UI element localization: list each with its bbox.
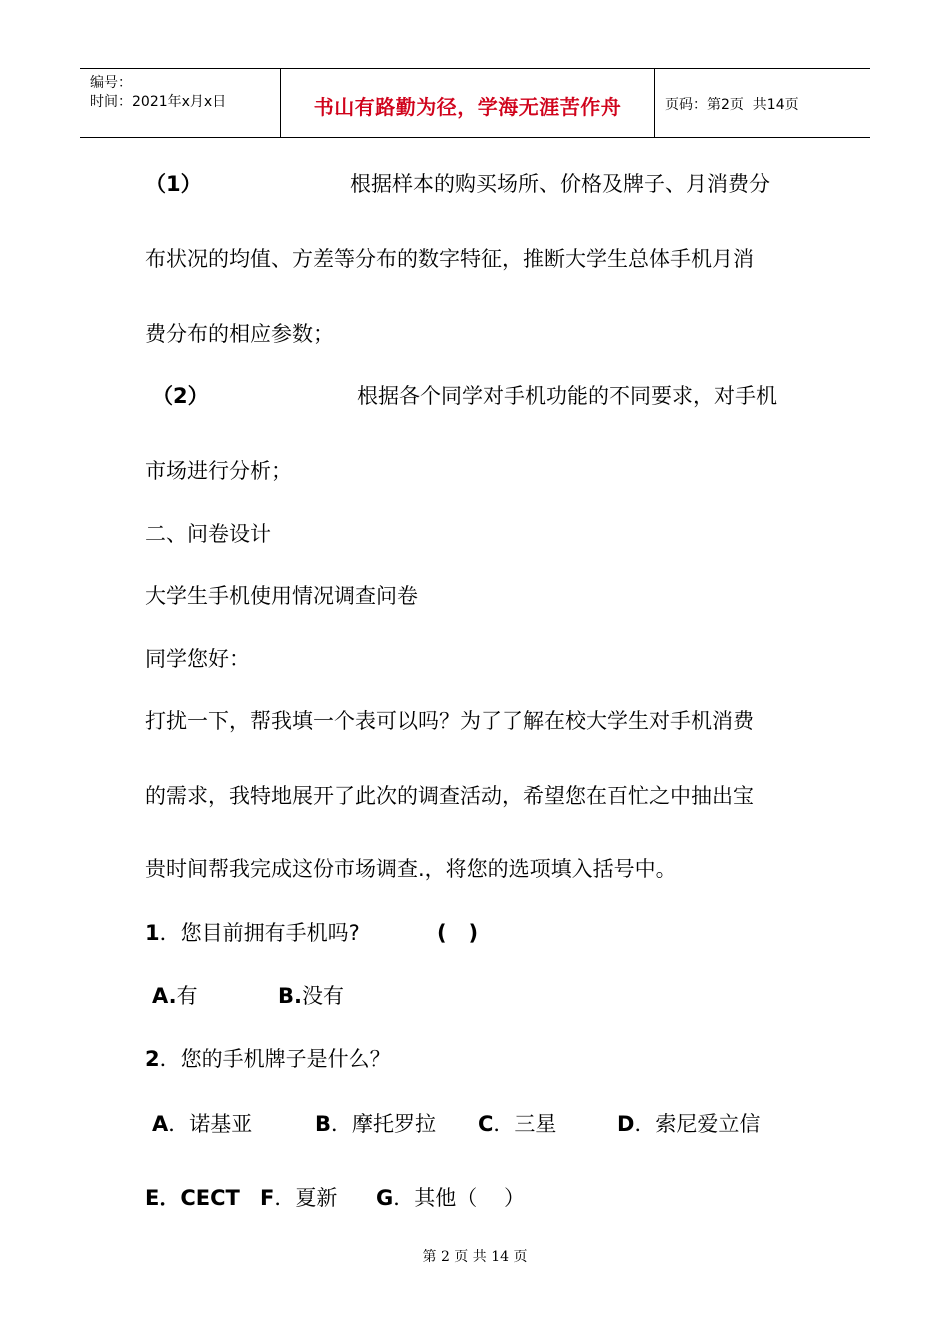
option-text: ．CECT bbox=[159, 1186, 240, 1210]
document-number-label: 编号： bbox=[90, 75, 132, 91]
option-letter: G bbox=[376, 1186, 394, 1210]
page-footer: 第 2 页 共 14 页 bbox=[422, 1249, 528, 1265]
option-letter: A bbox=[152, 1112, 169, 1136]
question-1-answer-blank[interactable]: ( ) bbox=[437, 921, 479, 945]
option-letter: D bbox=[617, 1112, 635, 1136]
page-header bbox=[80, 68, 870, 138]
item1-line-1: 根据样本的购买场所、价格及牌子、月消费分 bbox=[350, 172, 770, 196]
question-2-option-g bbox=[376, 1184, 525, 1212]
section-title: 二、问卷设计 bbox=[145, 522, 271, 546]
option-letter: B bbox=[315, 1112, 332, 1136]
header-motto: 书山有路勤为径，学海无涯苦作舟 bbox=[313, 95, 622, 119]
question-2-option-d bbox=[617, 1110, 760, 1138]
option-text: ．三星 bbox=[493, 1112, 557, 1136]
intro-line-1: 打扰一下，帮我填一个表可以吗？为了了解在校大学生对手机消费 bbox=[145, 709, 754, 733]
item2-line-2: 市场进行分析； bbox=[145, 459, 292, 483]
intro-line-2: 的需求，我特地展开了此次的调查活动，希望您在百忙之中抽出宝 bbox=[145, 784, 754, 808]
option-letter: B. bbox=[278, 984, 302, 1008]
option-text: ．其他（ ） bbox=[393, 1186, 525, 1210]
option-letter: A. bbox=[152, 984, 177, 1008]
option-letter: E bbox=[145, 1186, 160, 1210]
header-page-cell bbox=[655, 69, 870, 137]
question-2-option-b bbox=[315, 1110, 436, 1138]
item1-line-2: 布状况的均值、方差等分布的数字特征，推断大学生总体手机月消 bbox=[145, 247, 754, 271]
question-1-option-b bbox=[278, 982, 344, 1010]
question-2-option-c bbox=[478, 1110, 556, 1138]
survey-title: 大学生手机使用情况调查问卷 bbox=[145, 584, 418, 608]
option-letter: C bbox=[478, 1112, 494, 1136]
question-1-number: 1 bbox=[145, 921, 160, 945]
question-2-option-e bbox=[145, 1184, 240, 1212]
question-1 bbox=[145, 919, 360, 947]
header-page-info: 页码：第2页 共14页 bbox=[665, 97, 799, 113]
document-date: 时间：2021年x月x日 bbox=[90, 94, 227, 110]
item1-number: （1） bbox=[145, 172, 202, 196]
option-letter: F bbox=[260, 1186, 275, 1210]
question-2-option-a bbox=[152, 1110, 252, 1138]
item2-line-1: 根据各个同学对手机功能的不同要求，对手机 bbox=[357, 384, 777, 408]
header-left-cell bbox=[80, 69, 281, 137]
option-text: ．夏新 bbox=[274, 1186, 338, 1210]
question-2 bbox=[145, 1045, 391, 1073]
intro-line-3: 贵时间帮我完成这份市场调查.，将您的选项填入括号中。 bbox=[145, 857, 677, 881]
question-2-option-f bbox=[260, 1184, 337, 1212]
question-2-number: 2 bbox=[145, 1047, 160, 1071]
question-1-option-a bbox=[152, 982, 198, 1010]
option-text: 没有 bbox=[301, 984, 344, 1008]
option-text: ．摩托罗拉 bbox=[331, 1112, 437, 1136]
header-motto-cell bbox=[281, 69, 655, 137]
question-2-text: ．您的手机牌子是什么？ bbox=[159, 1047, 391, 1071]
greeting: 同学您好： bbox=[145, 647, 250, 671]
option-text: ．索尼爱立信 bbox=[634, 1112, 761, 1136]
option-text: ．诺基亚 bbox=[168, 1112, 253, 1136]
option-text: 有 bbox=[176, 984, 198, 1008]
item1-line-3: 费分布的相应参数； bbox=[145, 322, 334, 346]
question-1-text: ．您目前拥有手机吗? bbox=[159, 921, 360, 945]
item2-number: （2） bbox=[152, 384, 209, 408]
